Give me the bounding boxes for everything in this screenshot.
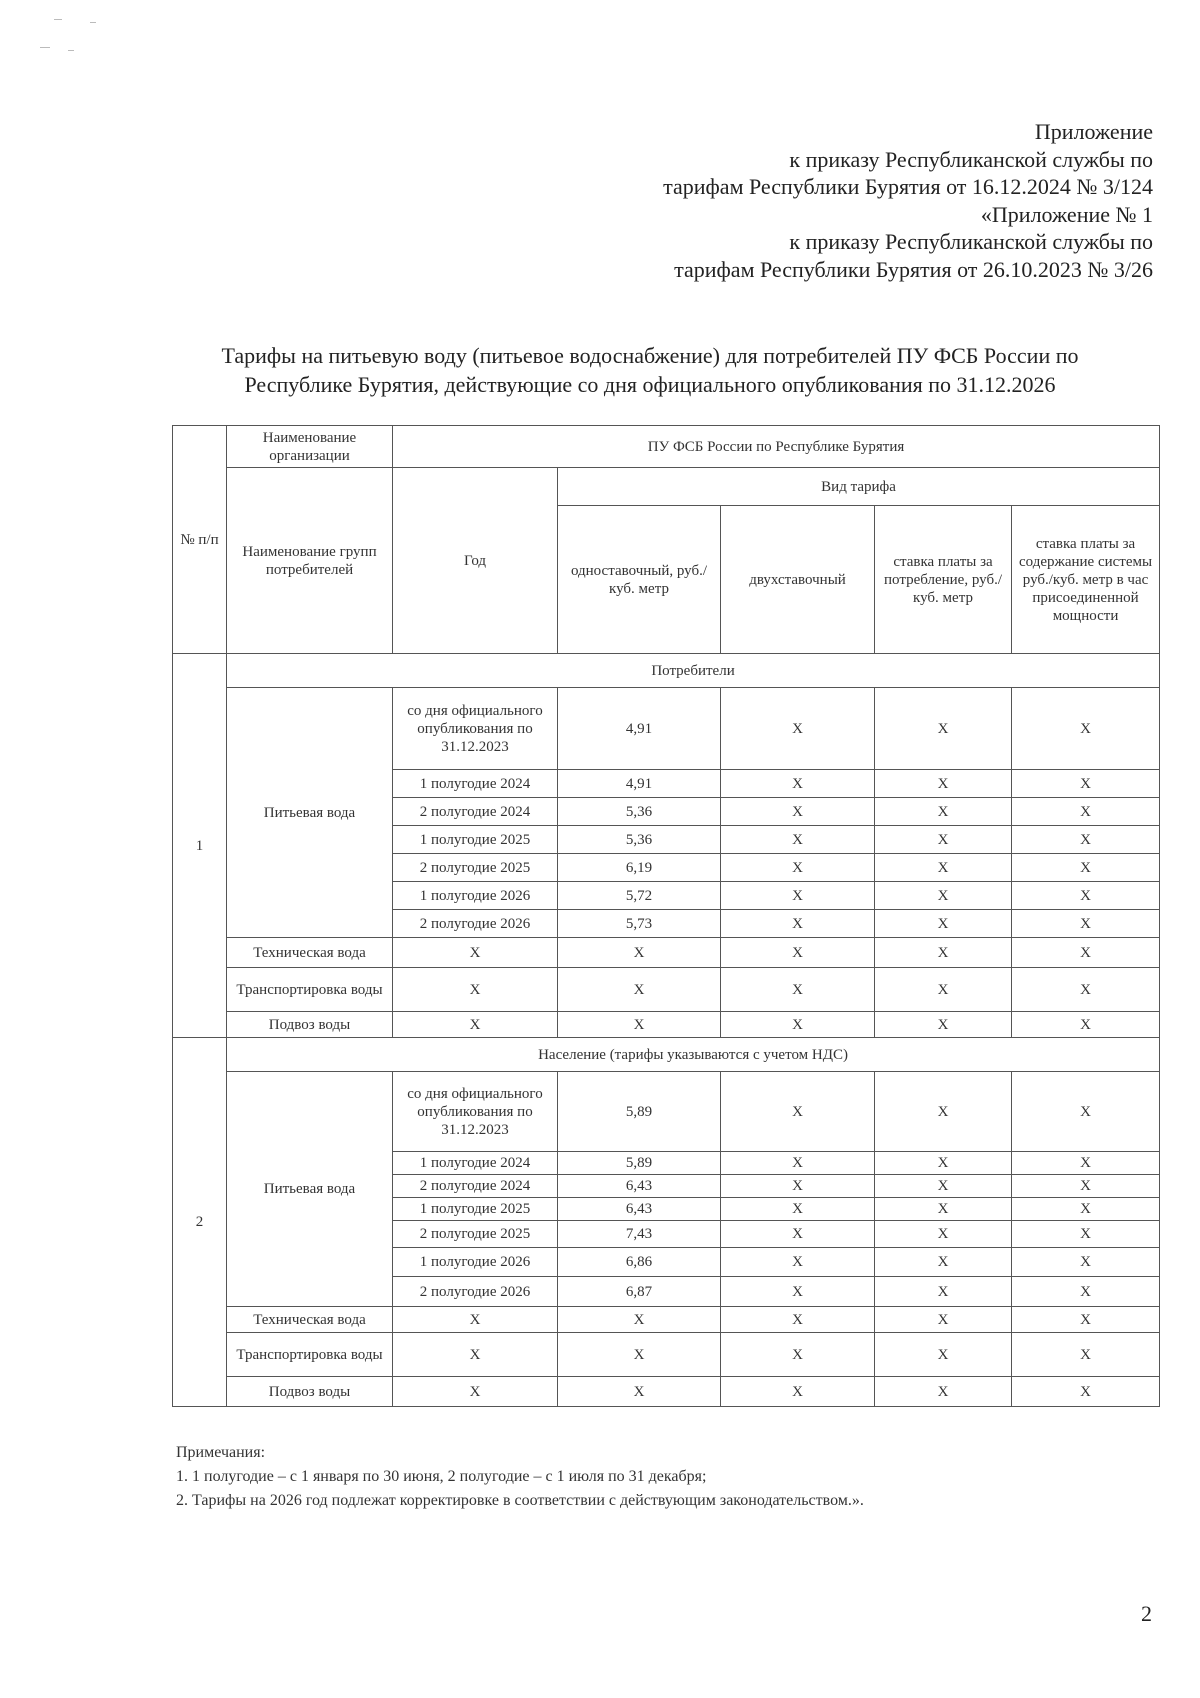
consumption-rate-cell: X <box>875 938 1012 968</box>
header-org-name: ПУ ФСБ России по Республике Бурятия <box>393 426 1160 468</box>
single-rate-cell: 6,86 <box>558 1248 721 1277</box>
consumption-rate-cell: X <box>875 1248 1012 1277</box>
single-rate-cell: 6,43 <box>558 1198 721 1221</box>
consumption-rate-cell: X <box>875 826 1012 854</box>
single-rate-cell: 5,72 <box>558 882 721 910</box>
two-rate-cell: X <box>721 1152 875 1175</box>
period-cell: 1 полугодие 2026 <box>393 1248 558 1277</box>
year-cell: X <box>393 938 558 968</box>
page-number: 2 <box>1141 1601 1152 1626</box>
notes-heading: Примечания: <box>176 1444 266 1461</box>
year-cell: X <box>393 968 558 1012</box>
group-label-cell: Подвоз воды <box>227 1377 393 1407</box>
table-row <box>173 968 1160 1012</box>
maintenance-rate-cell: X <box>1012 938 1160 968</box>
header-line: Приложение <box>1034 119 1153 144</box>
single-rate-cell: 5,36 <box>558 826 721 854</box>
period-cell: 1 полугодие 2024 <box>393 770 558 798</box>
single-rate-cell: 6,43 <box>558 1175 721 1198</box>
two-rate-cell: X <box>721 1175 875 1198</box>
single-rate-cell: X <box>558 1377 721 1407</box>
header-org-label: Наименование организации <box>227 426 393 468</box>
single-rate-cell: X <box>558 1012 721 1038</box>
maintenance-rate-cell: X <box>1012 1152 1160 1175</box>
consumption-rate-cell: X <box>875 1072 1012 1152</box>
consumption-rate-cell: X <box>875 688 1012 770</box>
period-cell: со дня официального опубликования по 31.12.2023 <box>393 688 558 770</box>
maintenance-rate-cell: X <box>1012 1012 1160 1038</box>
single-rate-cell: 5,89 <box>558 1072 721 1152</box>
group-label-cell: Подвоз воды <box>227 1012 393 1038</box>
consumption-rate-cell: X <box>875 770 1012 798</box>
header-line: тарифам Республики Бурятия от 26.10.2023 № 3/26 <box>674 256 1153 282</box>
maintenance-rate-cell: X <box>1012 688 1160 770</box>
two-rate-cell: X <box>721 854 875 882</box>
two-rate-cell: X <box>721 1248 875 1277</box>
period-cell: 1 полугодие 2025 <box>393 1198 558 1221</box>
period-cell: 2 полугодие 2024 <box>393 798 558 826</box>
group-label-cell: Транспортировка воды <box>227 1333 393 1377</box>
maintenance-rate-cell: X <box>1012 1175 1160 1198</box>
table-row <box>173 1333 1160 1377</box>
period-cell: 1 полугодие 2025 <box>393 826 558 854</box>
consumption-rate-cell: X <box>875 1333 1012 1377</box>
single-rate-cell: 4,91 <box>558 688 721 770</box>
consumption-rate-cell: X <box>875 1175 1012 1198</box>
year-cell: X <box>393 1012 558 1038</box>
title-line: Республике Бурятия, действующие со дня официального опубликования по 31.12.2026 <box>244 372 1056 397</box>
header-maintenance-rate: ставка платы за содержание системы руб./куб. метр в час присоединенной мощности <box>1012 506 1160 654</box>
single-rate-cell: 7,43 <box>558 1221 721 1248</box>
period-cell: 2 полугодие 2025 <box>393 854 558 882</box>
section-number: 2 <box>173 1038 227 1407</box>
consumption-rate-cell: X <box>875 1152 1012 1175</box>
notes <box>176 1441 864 1513</box>
maintenance-rate-cell: X <box>1012 826 1160 854</box>
scan-speck <box>68 50 74 51</box>
single-rate-cell: 5,36 <box>558 798 721 826</box>
header-num: № п/п <box>173 426 227 654</box>
two-rate-cell: X <box>721 938 875 968</box>
two-rate-cell: X <box>721 1277 875 1307</box>
period-cell: 2 полугодие 2025 <box>393 1221 558 1248</box>
scan-speck <box>90 22 96 23</box>
note-item: 1. 1 полугодие – с 1 января по 30 июня, 2 полугодие – с 1 июля по 31 декабря; <box>176 1468 707 1485</box>
two-rate-cell: X <box>721 968 875 1012</box>
period-cell: 1 полугодие 2024 <box>393 1152 558 1175</box>
single-rate-cell: 6,19 <box>558 854 721 882</box>
consumption-rate-cell: X <box>875 1221 1012 1248</box>
consumption-rate-cell: X <box>875 1307 1012 1333</box>
consumption-rate-cell: X <box>875 854 1012 882</box>
maintenance-rate-cell: X <box>1012 798 1160 826</box>
maintenance-rate-cell: X <box>1012 1072 1160 1152</box>
single-rate-cell: X <box>558 1307 721 1333</box>
header-two-rate: двухставочный <box>721 506 875 654</box>
maintenance-rate-cell: X <box>1012 1333 1160 1377</box>
maintenance-rate-cell: X <box>1012 1277 1160 1307</box>
consumption-rate-cell: X <box>875 882 1012 910</box>
two-rate-cell: X <box>721 798 875 826</box>
header-line: тарифам Республики Бурятия от 16.12.2024 № 3/124 <box>663 174 1153 199</box>
header-year: Год <box>393 468 558 654</box>
period-cell: 2 полугодие 2026 <box>393 1277 558 1307</box>
table-row <box>173 1072 1160 1152</box>
header-single-rate: одноставочный, руб./ куб. метр <box>558 506 721 654</box>
section-number: 1 <box>173 654 227 1038</box>
two-rate-cell: X <box>721 910 875 938</box>
two-rate-cell: X <box>721 1012 875 1038</box>
consumption-rate-cell: X <box>875 910 1012 938</box>
maintenance-rate-cell: X <box>1012 968 1160 1012</box>
two-rate-cell: X <box>721 1307 875 1333</box>
group-label-cell: Техническая вода <box>227 1307 393 1333</box>
two-rate-cell: X <box>721 1221 875 1248</box>
note-item: 2. Тарифы на 2026 год подлежат корректировке в соответствии с действующим законодательством.». <box>176 1492 864 1509</box>
header-tariff-kind: Вид тарифа <box>558 468 1160 506</box>
period-cell: со дня официального опубликования по 31.12.2023 <box>393 1072 558 1152</box>
single-rate-cell: X <box>558 1333 721 1377</box>
header-line: к приказу Республиканской службы по <box>789 146 1153 172</box>
header-line: «Приложение № 1 <box>980 201 1153 227</box>
maintenance-rate-cell: X <box>1012 770 1160 798</box>
header-groups: Наименование групп потребителей <box>227 468 393 654</box>
drinking-water-label: Питьевая вода <box>227 1072 393 1307</box>
two-rate-cell: X <box>721 1072 875 1152</box>
table-row <box>173 938 1160 968</box>
consumption-rate-cell: X <box>875 1277 1012 1307</box>
appendix-header <box>663 118 1153 283</box>
section-title-row <box>173 1038 1160 1072</box>
scan-speck <box>40 47 50 48</box>
scan-speck <box>54 19 62 20</box>
two-rate-cell: X <box>721 826 875 854</box>
year-cell: X <box>393 1333 558 1377</box>
consumption-rate-cell: X <box>875 798 1012 826</box>
single-rate-cell: X <box>558 938 721 968</box>
maintenance-rate-cell: X <box>1012 910 1160 938</box>
drinking-water-label: Питьевая вода <box>227 688 393 938</box>
section-title: Население (тарифы указываются с учетом НДС) <box>227 1038 1160 1072</box>
two-rate-cell: X <box>721 770 875 798</box>
maintenance-rate-cell: X <box>1012 1248 1160 1277</box>
group-label-cell: Техническая вода <box>227 938 393 968</box>
table-row <box>173 1012 1160 1038</box>
period-cell: 1 полугодие 2026 <box>393 882 558 910</box>
consumption-rate-cell: X <box>875 1377 1012 1407</box>
maintenance-rate-cell: X <box>1012 1198 1160 1221</box>
table-row <box>173 688 1160 770</box>
section-title-row <box>173 654 1160 688</box>
table-row <box>173 1377 1160 1407</box>
maintenance-rate-cell: X <box>1012 1221 1160 1248</box>
single-rate-cell: 4,91 <box>558 770 721 798</box>
period-cell: 2 полугодие 2024 <box>393 1175 558 1198</box>
two-rate-cell: X <box>721 1198 875 1221</box>
header-consumption-rate: ставка платы за потребление, руб./ куб. метр <box>875 506 1012 654</box>
single-rate-cell: X <box>558 968 721 1012</box>
two-rate-cell: X <box>721 688 875 770</box>
two-rate-cell: X <box>721 882 875 910</box>
tariff-table <box>172 425 1160 1407</box>
year-cell: X <box>393 1307 558 1333</box>
document-title <box>150 341 1150 399</box>
single-rate-cell: 6,87 <box>558 1277 721 1307</box>
table-row <box>173 1307 1160 1333</box>
maintenance-rate-cell: X <box>1012 854 1160 882</box>
section-title: Потребители <box>227 654 1160 688</box>
two-rate-cell: X <box>721 1333 875 1377</box>
maintenance-rate-cell: X <box>1012 1377 1160 1407</box>
consumption-rate-cell: X <box>875 968 1012 1012</box>
header-line: к приказу Республиканской службы по <box>789 229 1153 254</box>
single-rate-cell: 5,73 <box>558 910 721 938</box>
two-rate-cell: X <box>721 1377 875 1407</box>
consumption-rate-cell: X <box>875 1198 1012 1221</box>
group-label-cell: Транспортировка воды <box>227 968 393 1012</box>
consumption-rate-cell: X <box>875 1012 1012 1038</box>
title-line: Тарифы на питьевую воду (питьевое водоснабжение) для потребителей ПУ ФСБ России по <box>221 343 1079 368</box>
single-rate-cell: 5,89 <box>558 1152 721 1175</box>
maintenance-rate-cell: X <box>1012 882 1160 910</box>
period-cell: 2 полугодие 2026 <box>393 910 558 938</box>
maintenance-rate-cell: X <box>1012 1307 1160 1333</box>
year-cell: X <box>393 1377 558 1407</box>
